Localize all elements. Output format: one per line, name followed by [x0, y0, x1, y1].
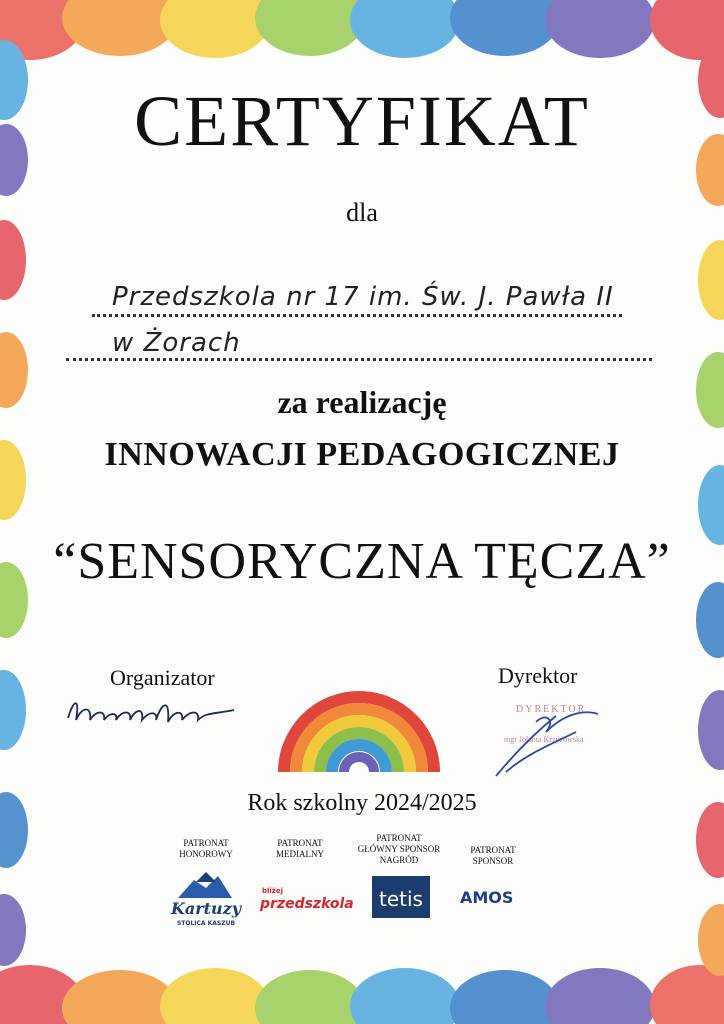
svg-text:tetis: tetis — [379, 887, 423, 911]
organizer-label: Organizator — [110, 665, 215, 690]
svg-text:STOLICA KASZUB: STOLICA KASZUB — [176, 920, 236, 927]
innovation-heading: INNOWACJI PEDAGOGICZNEJ — [104, 436, 620, 473]
recipient-line-1: Przedszkola nr 17 im. Św. J. Pawła II — [112, 282, 614, 312]
dotted-line-1 — [92, 314, 622, 317]
svg-text:Kartuzy: Kartuzy — [170, 899, 242, 918]
svg-text:mgr Jolanta Krzyżowska: mgr Jolanta Krzyżowska — [504, 735, 584, 744]
dotted-line-2 — [66, 358, 652, 361]
rainbow-illustration — [274, 654, 444, 774]
dla-text: dla — [346, 198, 378, 227]
school-year: Rok szkolny 2024/2025 — [247, 790, 477, 816]
svg-text:przedszkola: przedszkola — [260, 896, 354, 912]
director-signature-stamp — [486, 692, 616, 782]
svg-text:DYREKTOR: DYREKTOR — [516, 704, 587, 715]
organizer-signature — [62, 688, 242, 738]
for-realization-text: za realizację — [277, 384, 447, 420]
patron-honorary-label: PATRONAT HONOROWY — [179, 838, 233, 859]
kartuzy-logo — [166, 868, 246, 928]
przedszkola-logo — [258, 884, 354, 914]
amos-logo — [456, 884, 528, 910]
certificate-title: CERTYFIKAT — [134, 81, 590, 161]
director-label: Dyrektor — [498, 663, 578, 688]
tetis-logo — [372, 876, 430, 918]
project-name: “SENSORYCZNA TĘCZA” — [53, 533, 671, 590]
recipient-line-2: w Żorach — [112, 328, 241, 358]
patron-media-label: PATRONAT MEDIALNY — [276, 838, 324, 859]
svg-text:bliżej: bliżej — [262, 887, 284, 895]
patron-sponsor-label: PATRONAT SPONSOR — [470, 845, 516, 866]
patron-main-sponsor-label: PATRONAT GŁÓWNY SPONSOR NAGRÓD — [357, 833, 441, 865]
svg-text:AMOS: AMOS — [460, 888, 514, 907]
